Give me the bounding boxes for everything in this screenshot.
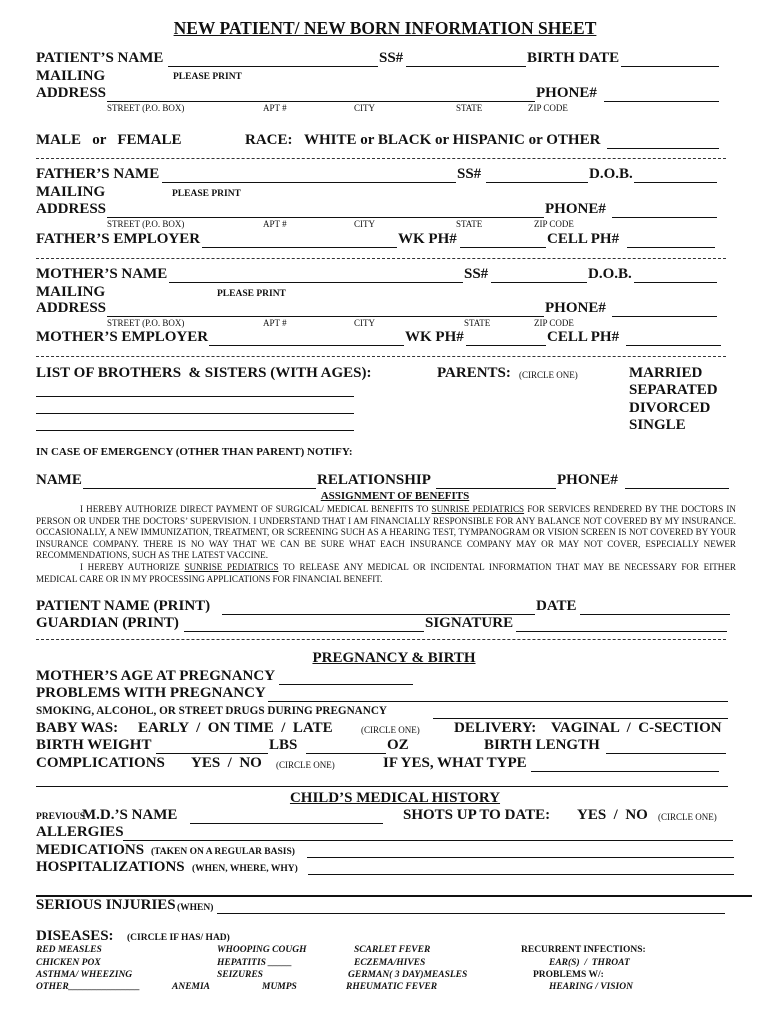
signature-field[interactable] [516, 631, 727, 632]
hospitalizations-field[interactable] [308, 874, 734, 875]
emergency-relationship-field[interactable] [436, 488, 556, 489]
siblings-label: LIST OF BROTHERS & SISTERS (WITH AGES): [36, 365, 372, 381]
practice-name: SUNRISE PEDIATRICS [431, 504, 525, 514]
mother-dob-label: D.O.B. [588, 266, 632, 282]
father-mailing-label: MAILING [36, 184, 106, 200]
shots-circle-one: (CIRCLE ONE) [658, 812, 717, 822]
problem-hearing-vision[interactable]: HEARING / VISION [549, 982, 633, 992]
medications-note: (TAKEN ON A REGULAR BASIS) [151, 847, 295, 857]
patient-phone-label: PHONE# [536, 85, 597, 101]
mother-cell-ph-label: CELL PH# [547, 329, 620, 345]
parents-option-married[interactable]: MARRIED [629, 365, 703, 381]
sibling-line-3[interactable] [36, 430, 354, 431]
address-hint-zip: ZIP CODE [534, 318, 574, 328]
complications-extra-line[interactable] [36, 786, 728, 787]
disease-whooping-cough[interactable]: WHOOPING COUGH [217, 945, 307, 955]
practice-name: SUNRISE PEDIATRICS [184, 562, 279, 572]
father-phone-label: PHONE# [545, 201, 606, 217]
medications-field[interactable] [307, 857, 734, 858]
father-ss-label: SS# [457, 166, 482, 182]
section-divider [36, 356, 726, 357]
disease-eczema[interactable]: ECZEMA/HIVES [354, 958, 426, 968]
mother-name-field[interactable] [169, 282, 463, 283]
birth-weight-lbs-field[interactable] [156, 753, 268, 754]
assignment-text-1a: I HEREBY AUTHORIZE DIRECT PAYMENT OF SURGICAL/ MEDICAL BENEFITS TO [80, 504, 432, 514]
medications-label: MEDICATIONS [36, 842, 145, 858]
address-hint-zip: ZIP CODE [528, 103, 568, 113]
serious-injuries-label: SERIOUS INJURIES [36, 897, 176, 913]
father-cell-ph-field[interactable] [627, 247, 715, 248]
emergency-relationship-label: RELATIONSHIP [317, 472, 431, 488]
assignment-paragraph-2 [36, 562, 736, 585]
race-label: RACE: [245, 132, 293, 148]
parents-label: PARENTS: [437, 365, 511, 381]
mother-please-print: PLEASE PRINT [217, 289, 286, 299]
allergies-field[interactable] [123, 840, 733, 841]
patient-address-field[interactable] [107, 101, 535, 102]
disease-mumps[interactable]: MUMPS [262, 982, 297, 992]
address-hint-city: CITY [354, 318, 375, 328]
infection-ear-throat[interactable]: EAR(S) / THROAT [549, 958, 630, 968]
complications-options[interactable]: YES / NO [191, 755, 262, 771]
mother-address-label: ADDRESS [36, 300, 107, 316]
emergency-name-label: NAME [36, 472, 82, 488]
mother-wk-ph-field[interactable] [466, 345, 546, 346]
father-wk-ph-label: WK PH# [398, 231, 457, 247]
address-hint-apt: APT # [263, 103, 287, 113]
address-hint-apt: APT # [263, 219, 287, 229]
mother-mailing-label: MAILING [36, 284, 106, 300]
pregnancy-problems-label: PROBLEMS WITH PREGNANCY [36, 685, 266, 701]
emergency-phone-field[interactable] [625, 488, 729, 489]
guardian-print-label: GUARDIAN (PRINT) [36, 615, 179, 631]
birth-length-label: BIRTH LENGTH [484, 737, 600, 753]
father-address-field[interactable] [107, 217, 544, 218]
disease-scarlet-fever[interactable]: SCARLET FEVER [354, 945, 431, 955]
disease-anemia[interactable]: ANEMIA [172, 982, 211, 992]
race-options[interactable]: WHITE or BLACK or HISPANIC or OTHER [304, 132, 601, 148]
patient-please-print: PLEASE PRINT [173, 72, 242, 82]
section-divider [36, 639, 726, 640]
date-label: DATE [536, 598, 577, 614]
birth-length-field[interactable] [606, 753, 726, 754]
md-name-field[interactable] [190, 823, 383, 824]
disease-asthma[interactable]: ASTHMA/ WHEEZING [36, 970, 133, 980]
baby-was-label: BABY WAS: [36, 720, 119, 736]
father-name-field[interactable] [162, 182, 456, 183]
patient-birth-date-label: BIRTH DATE [527, 50, 620, 66]
mothers-age-field[interactable] [279, 684, 413, 685]
problems-with-label: PROBLEMS W/: [533, 970, 604, 980]
patient-name-print-label: PATIENT NAME (PRINT) [36, 598, 211, 614]
birth-weight-oz-field[interactable] [306, 753, 386, 754]
page-title: NEW PATIENT/ NEW BORN INFORMATION SHEET [173, 18, 597, 38]
serious-injuries-field[interactable] [217, 913, 725, 914]
father-wk-ph-field[interactable] [460, 247, 546, 248]
father-address-label: ADDRESS [36, 201, 107, 217]
assignment-paragraph-1 [36, 504, 736, 562]
section-divider [36, 258, 726, 259]
baby-was-options[interactable]: EARLY / ON TIME / LATE [138, 720, 333, 736]
section-divider [36, 158, 726, 159]
shots-label: SHOTS UP TO DATE: [403, 807, 551, 823]
address-hint-street: STREET (P.O. BOX) [107, 219, 185, 229]
disease-hepatitis[interactable]: HEPATITIS _____ [217, 958, 293, 968]
assignment-text-2b: TO RELEASE ANY MEDICAL OR INCIDENTAL INFORMATION THAT MAY BE NECESSARY FOR EITHER MEDICAL CARE OR IN MY PROCESSING APPLICATIONS FOR FINANCIAL BENEFIT. [36, 562, 736, 584]
lbs-label: LBS [269, 737, 298, 753]
patient-birth-date-field[interactable] [621, 66, 719, 67]
mother-ss-field[interactable] [491, 282, 587, 283]
sibling-line-1[interactable] [36, 396, 354, 397]
hospitalizations-note: (WHEN, WHERE, WHY) [192, 864, 298, 874]
birth-weight-label: BIRTH WEIGHT [36, 737, 152, 753]
disease-seizures[interactable]: SEIZURES [217, 970, 263, 980]
if-yes-label: IF YES, WHAT TYPE [383, 755, 527, 771]
complications-circle-one: (CIRCLE ONE) [276, 760, 335, 770]
parents-option-separated[interactable]: SEPARATED [629, 382, 718, 398]
history-heading: CHILD’S MEDICAL HISTORY [289, 790, 501, 806]
mother-wk-ph-label: WK PH# [405, 329, 464, 345]
mother-phone-label: PHONE# [545, 300, 606, 316]
address-hint-apt: APT # [263, 318, 287, 328]
address-hint-city: CITY [354, 103, 375, 113]
mother-address-field[interactable] [107, 316, 544, 317]
address-hint-street: STREET (P.O. BOX) [107, 103, 185, 113]
race-other-field[interactable] [607, 148, 719, 149]
father-ss-field[interactable] [486, 182, 588, 183]
assignment-heading: ASSIGNMENT OF BENEFITS [320, 490, 470, 502]
mother-cell-ph-field[interactable] [626, 345, 721, 346]
md-name-label: M.D.’S NAME [82, 807, 178, 823]
recurrent-infections-label: RECURRENT INFECTIONS: [521, 945, 646, 955]
father-employer-label: FATHER’S EMPLOYER [36, 231, 201, 247]
signature-label: SIGNATURE [425, 615, 514, 631]
disease-german-measles[interactable]: GERMAN( 3 DAY)MEASLES [348, 970, 468, 980]
mother-employer-label: MOTHER’S EMPLOYER [36, 329, 209, 345]
diseases-note: (CIRCLE IF HAS/ HAD) [127, 933, 230, 943]
address-hint-street: STREET (P.O. BOX) [107, 318, 185, 328]
patient-ss-label: SS# [379, 50, 404, 66]
shots-options[interactable]: YES / NO [577, 807, 648, 823]
disease-rheumatic-fever[interactable]: RHEUMATIC FEVER [346, 982, 438, 992]
father-phone-field[interactable] [612, 217, 717, 218]
patient-mailing-label: MAILING [36, 68, 106, 84]
serious-injuries-note: (WHEN) [177, 903, 214, 913]
patient-phone-field[interactable] [604, 101, 719, 102]
guardian-print-field[interactable] [184, 631, 424, 632]
oz-label: OZ [387, 737, 409, 753]
emergency-heading: IN CASE OF EMERGENCY (OTHER THAN PARENT) NOTIFY: [36, 446, 353, 458]
patient-name-field[interactable] [168, 66, 378, 67]
baby-was-circle-one: (CIRCLE ONE) [361, 725, 420, 735]
mother-ss-label: SS# [464, 266, 489, 282]
pregnancy-problems-field[interactable] [268, 701, 728, 702]
complications-type-field[interactable] [531, 771, 719, 772]
assignment-text-1b: FOR SERVICES RENDERED BY THE DOCTORS IN PERSON OR UNDER THE DOCTORS’ SUPERVISION. I UNDERSTAND THAT I AM FINANCIALLY RESPONSIBLE FOR ANY BALANCE NOT COVERED BY MY INSURANCE. OCCASIONALLY, A NEW IMMUNIZATION, TREATMENT, OR SCREENING SUCH AS A HEARING TEST, TYMPANOGRAM OR VISION SCREEN IS NOT COVERED BY YOUR INSURANCE COMPANY. THERE IS NO WAY THAT WE CAN BE SURE WHAT EACH INSURANCE COMPANY MAY OR MAY NOT COVER, ESPECIALLY NEWER RECOMMENDATIONS, SUCH AS THE LATEST VACCINE. [36, 504, 736, 561]
substances-field[interactable] [433, 718, 728, 719]
diseases-label: DISEASES: [36, 928, 114, 944]
disease-red-measles[interactable]: RED MEASLES [36, 945, 102, 955]
sex-options[interactable]: MALE or FEMALE [36, 132, 182, 148]
emergency-phone-label: PHONE# [557, 472, 618, 488]
mother-name-label: MOTHER’S NAME [36, 266, 168, 282]
address-hint-state: STATE [464, 318, 491, 328]
father-dob-label: D.O.B. [589, 166, 633, 182]
previous-label: PREVIOUS [36, 812, 86, 822]
parents-option-divorced[interactable]: DIVORCED [629, 400, 711, 416]
address-hint-city: CITY [354, 219, 375, 229]
date-field[interactable] [580, 614, 730, 615]
delivery-options[interactable]: VAGINAL / C-SECTION [551, 720, 722, 736]
mother-dob-field[interactable] [634, 282, 717, 283]
allergies-label: ALLERGIES [36, 824, 124, 840]
emergency-name-field[interactable] [83, 488, 316, 489]
address-hint-state: STATE [456, 103, 483, 113]
parents-circle-one: (CIRCLE ONE) [519, 370, 578, 380]
father-dob-field[interactable] [634, 182, 717, 183]
father-cell-ph-label: CELL PH# [547, 231, 620, 247]
patient-name-label: PATIENT’S NAME [36, 50, 164, 66]
father-employer-field[interactable] [202, 247, 397, 248]
assignment-text-2a: I HEREBY AUTHORIZE [80, 562, 185, 572]
patient-address-label: ADDRESS [36, 85, 107, 101]
address-hint-zip: ZIP CODE [534, 219, 574, 229]
disease-chicken-pox[interactable]: CHICKEN POX [36, 958, 101, 968]
mothers-age-label: MOTHER’S AGE AT PREGNANCY [36, 668, 276, 684]
father-please-print: PLEASE PRINT [172, 189, 241, 199]
address-hint-state: STATE [456, 219, 483, 229]
mother-phone-field[interactable] [612, 316, 717, 317]
hospitalizations-label: HOSPITALIZATIONS [36, 859, 185, 875]
complications-label: COMPLICATIONS [36, 755, 165, 771]
delivery-label: DELIVERY: [454, 720, 537, 736]
pregnancy-heading: PREGNANCY & BIRTH [312, 650, 476, 666]
mother-employer-field[interactable] [209, 345, 404, 346]
substances-label: SMOKING, ALCOHOL, OR STREET DRUGS DURING PREGNANCY [36, 705, 388, 717]
father-name-label: FATHER’S NAME [36, 166, 160, 182]
patient-ss-field[interactable] [406, 66, 526, 67]
sibling-line-2[interactable] [36, 413, 354, 414]
disease-other[interactable]: OTHER_______________ [36, 982, 140, 992]
parents-option-single[interactable]: SINGLE [629, 417, 686, 433]
